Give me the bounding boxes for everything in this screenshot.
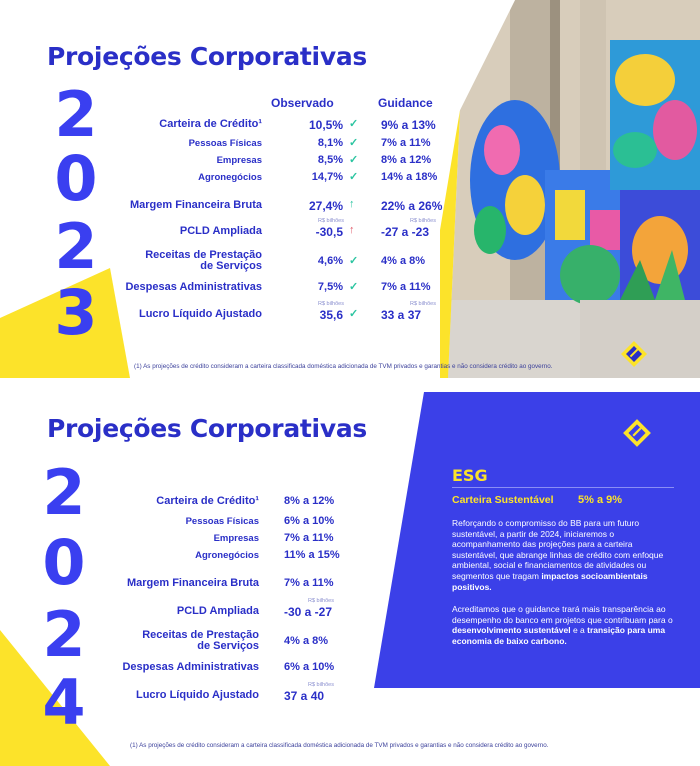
guidance-value: 7% a 11% [381, 281, 431, 293]
guidance-value: 8% a 12% [381, 154, 432, 166]
year-digit: 2 [54, 210, 98, 283]
row-label: Agronegócios [198, 172, 262, 183]
guidance-value: 7% a 11% [284, 577, 334, 589]
column-header-observed: Observado [271, 96, 334, 110]
unit-label: R$ bilhões [308, 598, 334, 604]
column-header-guidance: Guidance [378, 96, 433, 110]
check-icon: ✓ [349, 255, 359, 267]
observed-value: 8,1% [317, 137, 343, 149]
row-label: PCLD Ampliada [179, 225, 262, 237]
guidance-value: 7% a 11% [381, 137, 431, 149]
esg-carteira-value: 5% a 9% [578, 494, 623, 506]
row-label: Lucro Líquido Ajustado [135, 689, 259, 701]
esg-text: Acreditamos que o guidance trará mais transparência ao desempenho do banco em projetos que contribuam para o [452, 604, 673, 625]
arrow-up-icon: ↑ [349, 198, 355, 210]
row-label: Pessoas Físicas [188, 138, 262, 149]
row-label: Receitas de Prestação de Serviços [142, 629, 259, 652]
guidance-value: 37 a 40 [284, 689, 325, 703]
page-title: Projeções Corporativas [47, 42, 367, 71]
guidance-value: 7% a 11% [284, 532, 334, 544]
row-label: Receitas de Prestação de Serviços [145, 249, 262, 272]
guidance-value: 8% a 12% [284, 495, 335, 507]
esg-text: Reforçando o compromisso do BB para um futuro sustentável, a partir de 2024, iniciaremos o acompanhamento das projeções para a carteira sustentável, que abrange linhas de crédito com enfoque ambiental, social e financiamentos de atividades ou segmentos que tragam [452, 518, 664, 581]
year-digit: 2 [42, 456, 86, 529]
row-label: Pessoas Físicas [185, 516, 259, 527]
row-label: Carteira de Crédito¹ [156, 495, 259, 507]
esg-carteira-label: Carteira Sustentável [452, 494, 554, 506]
esg-paragraph-1 [452, 518, 678, 592]
check-icon: ✓ [349, 308, 359, 320]
row-label: Margem Financeira Bruta [129, 199, 262, 211]
year-digit: 4 [42, 666, 86, 739]
esg-text-bold: impactos socioambientais positivos. [452, 570, 648, 592]
row-label: Empresas [216, 155, 262, 166]
unit-label: R$ bilhões [318, 301, 344, 307]
esg-paragraph-2 [452, 604, 678, 646]
unit-label: R$ bilhões [410, 218, 436, 224]
footnote: (1) As projeções de crédito consideram a carteira classificada doméstica adicionada de TVM privados e garantias e não considera crédito ao governo. [134, 363, 553, 370]
observed-value: 4,6% [317, 255, 343, 267]
row-label: Agronegócios [195, 550, 259, 561]
observed-value: 27,4% [308, 199, 343, 213]
guidance-value: 4% a 8% [381, 255, 426, 267]
year-digit: 2 [54, 78, 98, 151]
observed-value: 7,5% [317, 281, 343, 293]
guidance-value: 6% a 10% [284, 515, 335, 527]
row-label: Carteira de Crédito¹ [159, 118, 262, 130]
year-digit: 0 [54, 142, 98, 215]
esg-title: ESG [452, 466, 488, 485]
check-icon: ✓ [349, 154, 359, 166]
esg-text: e a [570, 625, 588, 636]
row-label: Despesas Administrativas [125, 281, 262, 293]
building-mural-photo [440, 0, 700, 378]
year-digit: 2 [42, 598, 86, 671]
observed-value: -30,5 [315, 225, 343, 239]
guidance-value: 22% a 26% [381, 199, 443, 213]
guidance-value: 11% a 15% [284, 549, 340, 561]
row-label: Lucro Líquido Ajustado [138, 308, 262, 320]
observed-value: 14,7% [311, 171, 343, 183]
slide-2023 [0, 0, 700, 378]
guidance-value: -30 a -27 [284, 605, 333, 619]
row-label: Empresas [213, 533, 259, 544]
year-digit: 0 [42, 526, 86, 599]
unit-label: R$ bilhões [308, 682, 334, 688]
row-label: Despesas Administrativas [122, 661, 259, 673]
check-icon: ✓ [349, 118, 359, 130]
arrow-up-icon: ↑ [349, 224, 355, 236]
guidance-value: 14% a 18% [381, 171, 438, 183]
observed-value: 8,5% [317, 154, 343, 166]
check-icon: ✓ [349, 171, 359, 183]
observed-value: 35,6 [319, 308, 343, 322]
row-label: Margem Financeira Bruta [126, 577, 259, 589]
page-title: Projeções Corporativas [47, 414, 367, 443]
year-digit: 3 [54, 276, 98, 349]
esg-text-bold: desenvolvimento sustentável [452, 625, 571, 636]
esg-divider [452, 487, 674, 488]
row-label: PCLD Ampliada [176, 605, 259, 617]
bb-logo-icon [622, 418, 652, 448]
footnote: (1) As projeções de crédito consideram a carteira classificada doméstica adicionada de TVM privados e garantias e não considera crédito ao governo. [130, 742, 549, 749]
bb-logo-icon [620, 340, 648, 368]
guidance-value: 6% a 10% [284, 661, 335, 673]
guidance-value: -27 a -23 [381, 225, 430, 239]
unit-label: R$ bilhões [318, 218, 344, 224]
check-icon: ✓ [349, 281, 359, 293]
observed-value: 10,5% [308, 118, 343, 132]
guidance-value: 9% a 13% [381, 118, 436, 132]
check-icon: ✓ [349, 137, 359, 149]
esg-text-bold: transição para uma economia de baixo carbono. [452, 625, 666, 646]
guidance-value: 33 a 37 [381, 308, 422, 322]
unit-label: R$ bilhões [410, 301, 436, 307]
slide-2024 [0, 384, 700, 766]
guidance-value: 4% a 8% [284, 635, 329, 647]
